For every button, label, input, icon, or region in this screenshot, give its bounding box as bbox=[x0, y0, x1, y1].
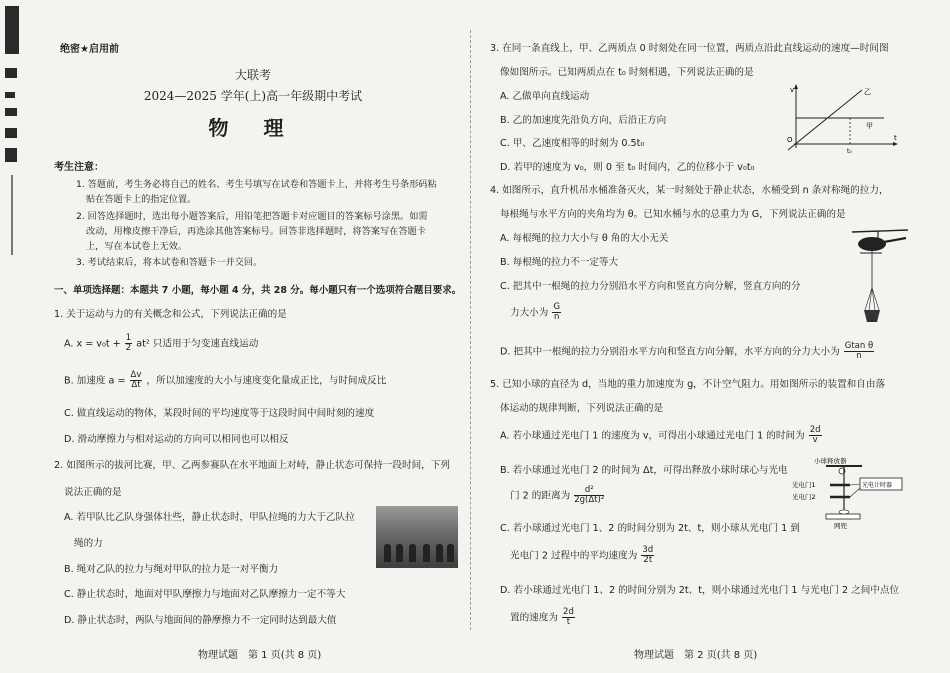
option-text: 力大小为 bbox=[510, 307, 549, 319]
question-5-option-d-cont bbox=[510, 608, 576, 627]
denominator: t bbox=[566, 617, 571, 627]
gate-2-label: 光电门2 bbox=[792, 493, 816, 501]
question-4-stem: 4. 如图所示，直升机吊水桶准备灭火，某一时刻处于静止状态，水桶受到 n 条对称绳的拉力， bbox=[490, 185, 889, 196]
wire bbox=[850, 484, 860, 485]
question-4-option-d bbox=[500, 342, 875, 361]
numerator: Δv bbox=[130, 370, 142, 380]
margin-mark bbox=[5, 92, 15, 98]
question-5-stem-cont: 体运动的规律判断，下列说法正确的是 bbox=[500, 403, 664, 414]
subject-title: 物 理 bbox=[208, 116, 298, 140]
question-2-stem-cont: 说法正确的是 bbox=[64, 487, 122, 498]
fraction bbox=[809, 426, 822, 445]
page-footer: 物理试题 第 2 页(共 8 页) bbox=[634, 650, 758, 661]
question-3-option-b: B. 乙的加速度先沿负方向，后沿正方向 bbox=[500, 115, 667, 126]
margin-mark bbox=[5, 68, 17, 78]
v-axis-arrow bbox=[794, 84, 798, 89]
denominator: Δt bbox=[131, 380, 141, 390]
notice-line: 上，写在本试卷上无效。 bbox=[86, 241, 188, 252]
option-text: A. 若小球通过光电门 1 的速度为 v，可得出小球通过光电门 1 的时间为 bbox=[500, 430, 805, 442]
margin-mark bbox=[5, 108, 17, 116]
question-5-option-b: B. 若小球通过光电门 2 的时间为 Δt，可得出释放小球时球心与光电 bbox=[500, 465, 788, 476]
margin-mark bbox=[5, 148, 17, 162]
numerator: 2d bbox=[563, 607, 574, 617]
person-figure bbox=[396, 544, 403, 562]
question-2-option-a: A. 若甲队比乙队身强体壮些，静止状态时，甲队拉绳的力大于乙队拉 bbox=[64, 512, 355, 523]
person-figure bbox=[409, 544, 416, 562]
question-2-option-a-cont: 绳的力 bbox=[74, 538, 103, 549]
exam-name: 大联考 bbox=[234, 68, 271, 82]
question-3-stem: 3. 在同一条直线上，甲、乙两质点 0 时刻处在同一位置，两质点沿此直线运动的速度—时间图 bbox=[490, 43, 889, 54]
fraction bbox=[552, 303, 561, 322]
page-divider bbox=[470, 30, 471, 630]
option-text: ，所以加速度的大小与速度变化量成正比，与时间成反比 bbox=[146, 375, 387, 387]
fraction bbox=[641, 546, 654, 565]
t0-label: t₀ bbox=[847, 148, 852, 155]
question-4-option-b: B. 每根绳的拉力不一定等大 bbox=[500, 257, 619, 268]
page-2 bbox=[484, 0, 924, 673]
person-figure bbox=[423, 544, 430, 562]
question-2-option-d: D. 静止状态时，两队与地面间的静摩擦力不一定同时达到最大值 bbox=[64, 615, 337, 626]
fraction bbox=[562, 608, 575, 627]
notice-title: 考生注意： bbox=[54, 162, 104, 173]
question-2-stem: 2. 如图所示的拔河比赛，甲、乙两参赛队在水平地面上对峙，静止状态可保持一段时间，下列 bbox=[54, 460, 450, 471]
question-4-option-c: C. 把其中一根绳的拉力分别沿水平方向和竖直方向分解，竖直方向的分 bbox=[500, 281, 801, 292]
yi-line bbox=[788, 90, 862, 150]
notice-line: 3. 考试结束后，将本试卷和答题卡一并交回。 bbox=[76, 257, 263, 268]
helicopter-body bbox=[858, 237, 886, 251]
question-5-option-c-cont bbox=[510, 546, 655, 565]
gate-1-label: 光电门1 bbox=[792, 481, 816, 489]
fraction bbox=[844, 342, 874, 361]
denominator: n bbox=[856, 351, 862, 361]
fraction bbox=[125, 334, 132, 353]
fraction bbox=[130, 371, 143, 390]
bucket-rope bbox=[869, 288, 872, 310]
bucket-rope bbox=[872, 288, 879, 310]
question-4-option-c-cont bbox=[510, 303, 562, 322]
option-text: 光电门 2 过程中的平均速度为 bbox=[510, 550, 638, 562]
origin-label: O bbox=[787, 136, 793, 144]
numerator: d² bbox=[574, 486, 604, 496]
exam-title: 2024—2025 学年(上)高一年级期中考试 bbox=[143, 89, 363, 103]
question-3-option-d: D. 若甲的速度为 v₀，则 0 至 t₀ 时间内，乙的位移小于 v₀t₀ bbox=[500, 162, 755, 173]
vt-graph bbox=[784, 82, 904, 155]
net-label: 网兜 bbox=[834, 522, 847, 530]
photogate-apparatus-figure bbox=[792, 454, 904, 530]
v-axis-label: v bbox=[790, 86, 795, 94]
net-pocket bbox=[839, 510, 849, 514]
question-5-option-c: C. 若小球通过光电门 1、2 的时间分别为 2t、t，则小球从光电门 1 到 bbox=[500, 523, 800, 534]
question-1-option-a bbox=[64, 334, 258, 353]
option-text: B. 加速度 a = bbox=[64, 375, 126, 387]
person-figure bbox=[436, 544, 443, 562]
margin-mark bbox=[5, 128, 17, 138]
barcode-mark bbox=[5, 6, 19, 54]
water-bucket bbox=[864, 310, 880, 322]
question-3-option-a: A. 乙做单向直线运动 bbox=[500, 91, 590, 102]
notice-line: 2. 回答选择题时，选出每小题答案后，用铅笔把答题卡对应题目的答案标号涂黑。如需 bbox=[76, 211, 428, 222]
question-1-option-c: C. 做直线运动的物体，某段时间的平均速度等于这段时间中间时刻的速度 bbox=[64, 408, 375, 419]
option-text: 门 2 的距离为 bbox=[510, 490, 571, 502]
numerator: G bbox=[553, 302, 561, 312]
denominator: n bbox=[554, 312, 560, 322]
confidential-label: 绝密★启用前 bbox=[60, 44, 119, 55]
notice-line: 1. 答题前，考生务必将自己的姓名、考生号填写在试卷和答题卡上，并将考生号条形码粘 bbox=[76, 179, 437, 190]
question-1-option-d: D. 滑动摩擦力与相对运动的方向可以相同也可以相反 bbox=[64, 434, 289, 445]
page-1 bbox=[48, 0, 462, 673]
option-text: 置的速度为 bbox=[510, 612, 558, 624]
section-heading: 一、单项选择题：本题共 7 小题，每小题 4 分，共 28 分。每小题只有一个选项符合题目要求。 bbox=[54, 285, 462, 296]
question-3-option-c: C. 甲、乙速度相等的时刻为 0.5t₀ bbox=[500, 138, 645, 149]
question-1-stem: 1. 关于运动与力的有关概念和公式，下列说法正确的是 bbox=[54, 309, 287, 320]
fraction bbox=[574, 486, 604, 505]
page-footer: 物理试题 第 1 页(共 8 页) bbox=[198, 650, 322, 661]
denominator: 2g(Δt)² bbox=[574, 495, 605, 505]
question-4-stem-cont: 每根绳与水平方向的夹角均为 θ。已知水桶与水的总重力为 G，下列说法正确的是 bbox=[500, 209, 846, 220]
release-label: 小球释放器 bbox=[814, 457, 847, 465]
question-1-option-b bbox=[64, 371, 386, 390]
rotor-blade bbox=[852, 230, 908, 232]
person-figure bbox=[384, 544, 391, 562]
wire bbox=[850, 488, 860, 497]
notice-line: 贴在答题卡上的指定位置。 bbox=[86, 194, 197, 205]
option-text: A. x = v₀t + bbox=[64, 338, 121, 350]
numerator: 3d bbox=[642, 545, 654, 555]
timer-label: 光电计时器 bbox=[862, 482, 893, 489]
jia-label: 甲 bbox=[866, 122, 873, 130]
t-axis-label: t bbox=[894, 134, 897, 142]
question-3-stem-cont: 像如图所示。已知两质点在 t₀ 时刻相遇，下列说法正确的是 bbox=[500, 67, 754, 78]
base bbox=[826, 514, 860, 519]
yi-label: 乙 bbox=[864, 88, 871, 96]
question-5-option-d: D. 若小球通过光电门 1、2 的时间分别为 2t、t，则小球通过光电门 1 与光电门 2 之间中点位 bbox=[500, 585, 900, 596]
helicopter-figure bbox=[834, 226, 914, 336]
notice-line: 改动，用橡皮擦干净后，再选涂其他答案标号。回答非选择题时，将答案写在答题卡 bbox=[86, 226, 426, 237]
question-2-option-b: B. 绳对乙队的拉力与绳对甲队的拉力是一对平衡力 bbox=[64, 564, 279, 575]
denominator: 2t bbox=[643, 555, 653, 565]
tug-of-war-photo bbox=[376, 506, 458, 568]
person-figure bbox=[447, 544, 454, 562]
numerator: Gtan θ bbox=[844, 341, 874, 351]
binding-line bbox=[11, 175, 13, 255]
binding-margin-strip bbox=[0, 0, 26, 673]
question-5-stem: 5. 已知小球的直径为 d，当地的重力加速度为 g，不计空气阻力。用如图所示的装置和自由落 bbox=[490, 379, 886, 390]
t-axis-arrow bbox=[893, 142, 898, 146]
bucket-rope bbox=[865, 288, 872, 310]
bucket-rope bbox=[872, 288, 875, 310]
numerator: 2d bbox=[809, 425, 821, 435]
question-5-option-a bbox=[500, 426, 823, 445]
question-4-option-a: A. 每根绳的拉力大小与 θ 角的大小无关 bbox=[500, 233, 669, 244]
denominator: 2 bbox=[125, 343, 132, 353]
option-text: D. 把其中一根绳的拉力分别沿水平方向和竖直方向分解，水平方向的分力大小为 bbox=[500, 346, 840, 358]
question-5-option-b-cont bbox=[510, 486, 605, 505]
option-text: at² 只适用于匀变速直线运动 bbox=[136, 338, 259, 350]
question-2-option-c: C. 静止状态时，地面对甲队摩擦力与地面对乙队摩擦力一定不等大 bbox=[64, 589, 346, 600]
denominator: v bbox=[812, 435, 818, 445]
tail-boom bbox=[884, 238, 906, 242]
numerator: 1 bbox=[125, 333, 132, 343]
